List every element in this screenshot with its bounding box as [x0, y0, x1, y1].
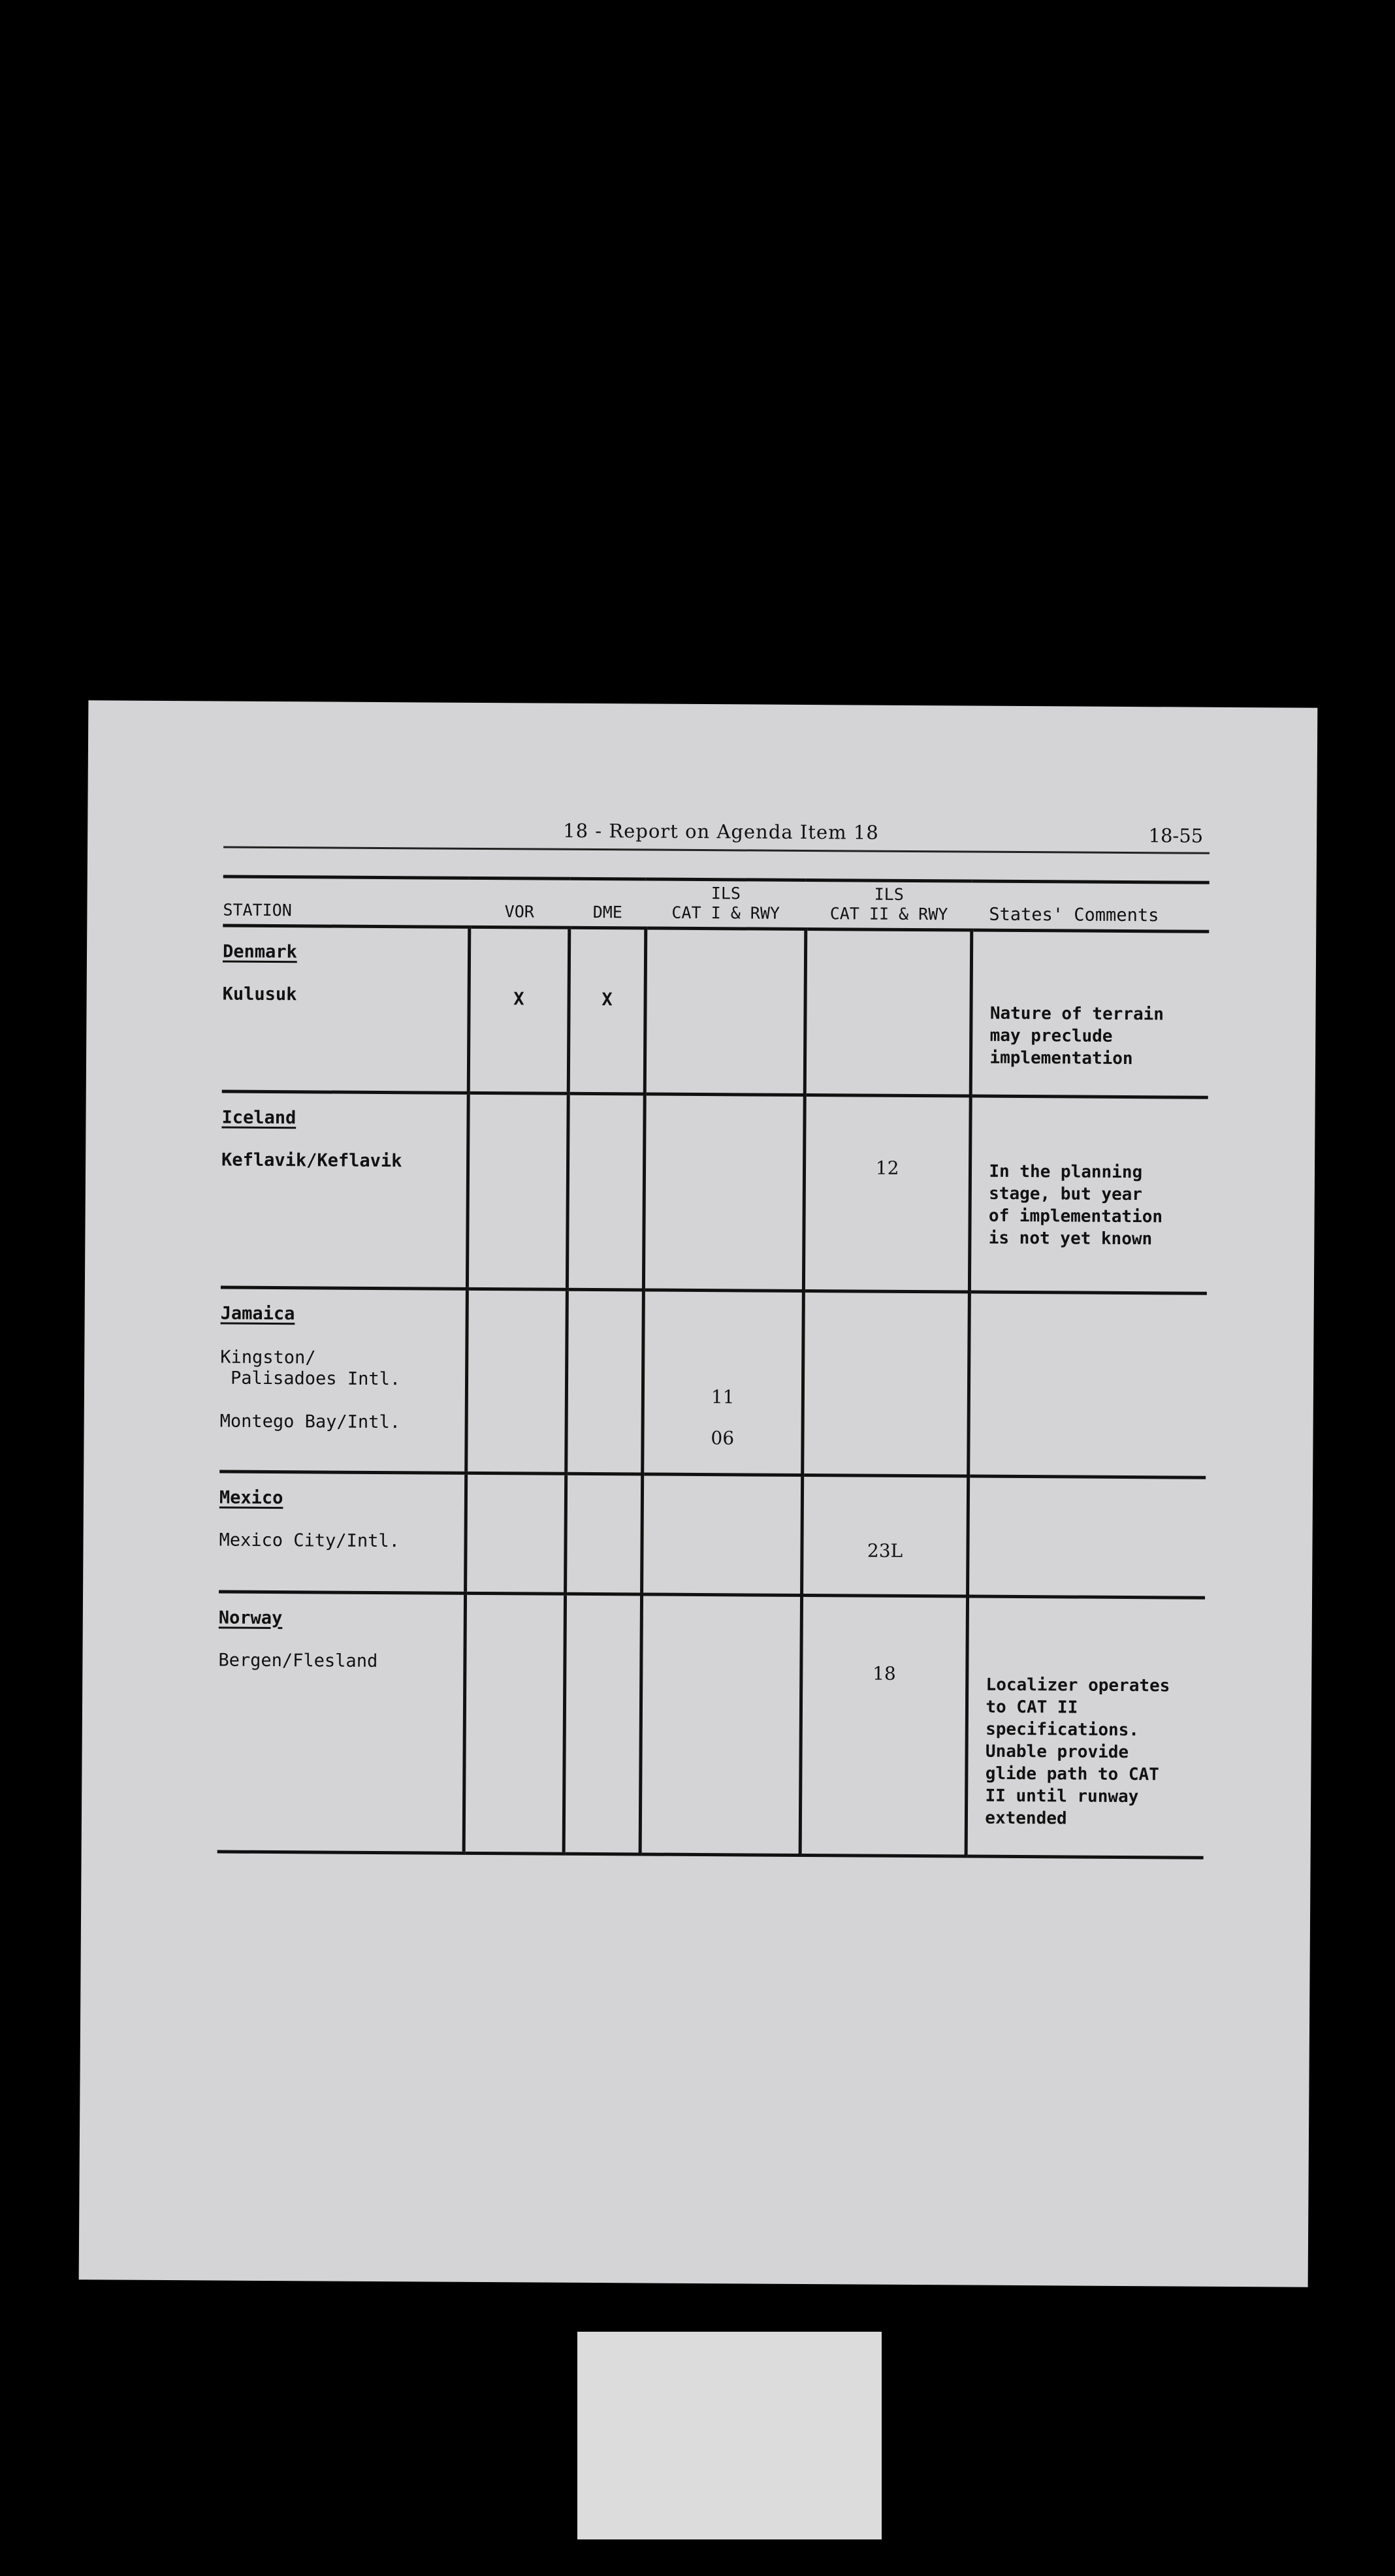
station-cell — [217, 1592, 466, 1853]
dme-mark: X — [601, 990, 613, 1010]
comment-line: implementation — [989, 1048, 1133, 1069]
table-row-norway — [217, 1592, 1205, 1858]
table-header-row — [223, 877, 1209, 931]
page-number: 18-55 — [1148, 824, 1204, 847]
comment-line: Unable provide — [985, 1741, 1129, 1763]
comments-cell — [969, 1292, 1207, 1477]
column-header-ils-cat2-top: ILS — [874, 884, 904, 904]
dme-cell — [567, 1093, 644, 1290]
comment-line: In the planning — [989, 1161, 1143, 1183]
column-header-ils-cat1-bottom: CAT I & RWY — [671, 903, 780, 923]
running-header — [223, 813, 1210, 854]
ils-cat2-value: 23L — [867, 1539, 903, 1562]
station-cell — [219, 1287, 467, 1473]
column-header-vor: VOR — [469, 878, 569, 927]
station-label: Kingston/ — [220, 1347, 316, 1368]
table-row-mexico — [219, 1472, 1206, 1598]
comment-line: to CAT II — [986, 1697, 1078, 1718]
comments-cell — [968, 1476, 1206, 1598]
column-header-ils-cat2-bottom: CAT II & RWY — [829, 904, 948, 924]
comments-cell — [970, 1096, 1208, 1293]
document-page — [79, 700, 1318, 2287]
column-header-comments: States' Comments — [972, 881, 1210, 931]
dme-cell — [564, 1594, 641, 1854]
column-header-station: STATION — [223, 877, 470, 927]
vor-cell — [464, 1593, 566, 1854]
ils-cat1-cell — [642, 1290, 803, 1475]
blank-card — [577, 2332, 882, 2539]
vor-cell — [466, 1289, 567, 1473]
ils-cat1-value: 06 — [711, 1427, 735, 1449]
ils-cat2-value: 12 — [875, 1157, 899, 1179]
dme-cell — [566, 1289, 643, 1474]
country-label: Denmark — [222, 941, 297, 963]
station-label: Montego Bay/Intl. — [219, 1411, 401, 1433]
country-label: Jamaica — [220, 1303, 295, 1325]
ils-cat2-cell — [803, 1095, 970, 1292]
dme-cell — [566, 1473, 643, 1594]
country-label: Mexico — [219, 1487, 283, 1509]
comment-line: glide path to CAT — [985, 1763, 1159, 1785]
comment-line: specifications. — [986, 1719, 1140, 1741]
ils-cat1-cell — [645, 928, 806, 1095]
comment-line: Nature of terrain — [989, 1003, 1164, 1025]
comment-line: extended — [985, 1808, 1067, 1829]
station-label: Mexico City/Intl. — [219, 1530, 400, 1552]
station-label: Kulusuk — [222, 984, 297, 1005]
ils-cat1-cell — [640, 1594, 802, 1855]
comment-line: Localizer operates — [986, 1675, 1170, 1696]
ils-cat2-cell — [805, 929, 972, 1096]
column-header-ils-cat2 — [806, 880, 972, 930]
document-body — [218, 813, 1210, 1829]
ils-cat1-cell — [641, 1474, 802, 1595]
ils-cat1-cell — [643, 1094, 805, 1291]
comment-line: stage, but year — [989, 1183, 1143, 1205]
station-label: Keflavik/Keflavik — [221, 1150, 402, 1172]
station-label: Bergen/Flesland — [218, 1650, 378, 1672]
dme-cell — [568, 927, 645, 1094]
vor-cell — [465, 1473, 566, 1594]
station-cell — [221, 1091, 468, 1289]
table-row-jamaica — [219, 1287, 1207, 1477]
ils-cat1-value: 11 — [711, 1386, 735, 1408]
table-row-denmark — [222, 926, 1210, 1097]
header-title: 18 - Report on Agenda Item 18 — [563, 819, 879, 844]
ils-cat2-cell — [800, 1595, 968, 1856]
comment-line: may preclude — [989, 1025, 1113, 1046]
comments-cell — [966, 1596, 1205, 1858]
station-cell — [219, 1472, 466, 1593]
vor-mark: X — [513, 989, 524, 1010]
station-cell — [222, 926, 470, 1093]
ils-cat2-cell — [801, 1475, 969, 1596]
country-label: Iceland — [221, 1107, 297, 1129]
column-header-ils-cat1-top: ILS — [711, 884, 741, 903]
column-header-ils-cat1 — [646, 879, 807, 929]
vor-cell — [467, 1093, 568, 1289]
comments-cell — [971, 930, 1210, 1097]
country-label: Norway — [218, 1607, 283, 1629]
ils-cat2-cell — [803, 1291, 970, 1476]
comment-line: II until runway — [985, 1786, 1139, 1807]
ils-cat2-value: 18 — [873, 1662, 896, 1684]
station-label: Palisadoes Intl. — [230, 1368, 401, 1390]
comment-line: is not yet known — [988, 1228, 1153, 1249]
station-table — [217, 875, 1210, 1860]
column-header-dme: DME — [569, 878, 646, 928]
comment-line: of implementation — [988, 1206, 1163, 1227]
vor-cell — [468, 927, 569, 1093]
table-row-iceland — [221, 1091, 1208, 1293]
